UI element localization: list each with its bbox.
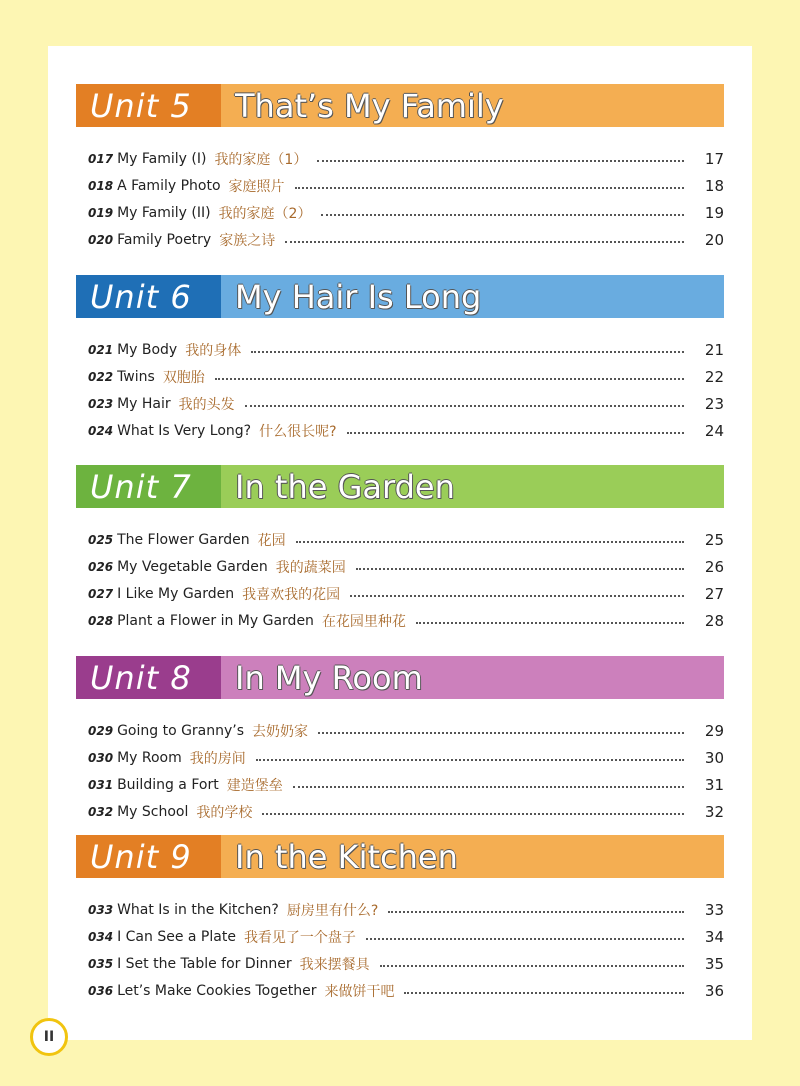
unit-label: Unit 9 bbox=[76, 835, 221, 878]
toc-entry[interactable] bbox=[76, 744, 724, 771]
leader-dots bbox=[295, 187, 684, 189]
unit-banner bbox=[76, 656, 724, 699]
entry-number: 020 bbox=[88, 232, 114, 247]
entry-page: 21 bbox=[704, 340, 724, 359]
entry-number: 026 bbox=[88, 559, 114, 574]
entry-title-zh: 我的房间 bbox=[189, 750, 246, 767]
entry-title-zh: 我的蔬菜园 bbox=[275, 559, 346, 576]
entry-title-zh: 我的家庭（2） bbox=[218, 205, 312, 222]
entry-page: 19 bbox=[704, 203, 724, 222]
leader-dots bbox=[321, 214, 684, 216]
toc-entry[interactable] bbox=[76, 607, 724, 634]
entry-number: 025 bbox=[88, 532, 114, 547]
entry-number: 019 bbox=[88, 205, 114, 220]
entry-title-en: The Flower Garden bbox=[117, 531, 250, 548]
entry-title-en: My School bbox=[117, 803, 189, 820]
toc-entry[interactable] bbox=[76, 199, 724, 226]
entry-page: 17 bbox=[704, 149, 724, 168]
entry-number: 018 bbox=[88, 178, 114, 193]
entry-number: 024 bbox=[88, 423, 114, 438]
entry-title-zh: 我的家庭（1） bbox=[214, 151, 308, 168]
leader-dots bbox=[215, 378, 684, 380]
unit-banner bbox=[76, 84, 724, 127]
unit-label: Unit 5 bbox=[76, 84, 221, 127]
unit-title: In the Garden bbox=[221, 465, 724, 508]
entry-page: 30 bbox=[704, 748, 724, 767]
entry-title-zh: 我的学校 bbox=[196, 804, 253, 821]
toc-entry[interactable] bbox=[76, 798, 724, 825]
entry-page: 25 bbox=[704, 530, 724, 549]
unit-label: Unit 8 bbox=[76, 656, 221, 699]
unit-title: In the Kitchen bbox=[221, 835, 724, 878]
leader-dots bbox=[350, 595, 684, 597]
entry-title-zh: 来做饼干吧 bbox=[324, 983, 395, 1000]
toc-entry[interactable] bbox=[76, 363, 724, 390]
entry-title-en: Let’s Make Cookies Together bbox=[117, 982, 317, 999]
unit-label: Unit 6 bbox=[76, 275, 221, 318]
entry-title-zh: 我的头发 bbox=[178, 396, 235, 413]
entry-title-zh: 我来摆餐具 bbox=[299, 956, 370, 973]
entry-title-en: Going to Granny’s bbox=[117, 722, 245, 739]
entry-title-zh: 什么很长呢? bbox=[259, 423, 337, 440]
unit-title: My Hair Is Long bbox=[221, 275, 724, 318]
entry-title-en: My Vegetable Garden bbox=[117, 558, 268, 575]
entry-title-en: A Family Photo bbox=[117, 177, 221, 194]
toc-entry[interactable] bbox=[76, 336, 724, 363]
entry-number: 023 bbox=[88, 396, 114, 411]
entry-page: 26 bbox=[704, 557, 724, 576]
leader-dots bbox=[380, 965, 684, 967]
entry-title-en: My Family (I) bbox=[117, 150, 207, 167]
toc-entry[interactable] bbox=[76, 526, 724, 553]
entry-number: 028 bbox=[88, 613, 114, 628]
entry-page: 24 bbox=[704, 421, 724, 440]
toc-entry[interactable] bbox=[76, 977, 724, 1004]
entry-title-en: Twins bbox=[117, 368, 155, 385]
entry-number: 036 bbox=[88, 983, 114, 998]
leader-dots bbox=[347, 432, 684, 434]
entry-number: 029 bbox=[88, 723, 114, 738]
entry-title-en: My Room bbox=[117, 749, 182, 766]
leader-dots bbox=[293, 786, 684, 788]
unit-banner bbox=[76, 275, 724, 318]
entry-title-zh: 在花园里种花 bbox=[321, 613, 406, 630]
unit-6-section bbox=[76, 275, 724, 444]
leader-dots bbox=[318, 732, 684, 734]
unit-8-section bbox=[76, 656, 724, 825]
entry-page: 27 bbox=[704, 584, 724, 603]
entry-title-en: I Can See a Plate bbox=[117, 928, 236, 945]
page-number-badge: II bbox=[30, 1018, 68, 1056]
entry-title-en: What Is in the Kitchen? bbox=[117, 901, 279, 918]
entry-title-zh: 家族之诗 bbox=[219, 232, 276, 249]
entry-title-en: My Family (II) bbox=[117, 204, 211, 221]
entry-page: 20 bbox=[704, 230, 724, 249]
unit-7-section bbox=[76, 465, 724, 634]
leader-dots bbox=[256, 759, 684, 761]
entry-number: 030 bbox=[88, 750, 114, 765]
entry-page: 22 bbox=[704, 367, 724, 386]
leader-dots bbox=[388, 911, 684, 913]
toc-entry[interactable] bbox=[76, 417, 724, 444]
entry-number: 017 bbox=[88, 151, 114, 166]
leader-dots bbox=[262, 813, 684, 815]
entry-number: 034 bbox=[88, 929, 114, 944]
leader-dots bbox=[245, 405, 684, 407]
entry-title-en: My Body bbox=[117, 341, 178, 358]
entry-number: 031 bbox=[88, 777, 114, 792]
entry-title-zh: 我看见了一个盘子 bbox=[243, 929, 356, 946]
entry-number: 035 bbox=[88, 956, 114, 971]
unit-banner bbox=[76, 835, 724, 878]
entry-title-zh: 花园 bbox=[257, 532, 286, 549]
toc-entry[interactable] bbox=[76, 226, 724, 253]
entry-title-zh: 家庭照片 bbox=[228, 178, 285, 195]
toc-entry[interactable] bbox=[76, 580, 724, 607]
entry-page: 32 bbox=[704, 802, 724, 821]
entry-number: 022 bbox=[88, 369, 114, 384]
unit-5-section bbox=[76, 84, 724, 253]
entry-title-en: I Set the Table for Dinner bbox=[117, 955, 292, 972]
leader-dots bbox=[251, 351, 684, 353]
entry-number: 032 bbox=[88, 804, 114, 819]
entry-page: 18 bbox=[704, 176, 724, 195]
entry-title-zh: 去奶奶家 bbox=[252, 723, 309, 740]
toc-entry[interactable] bbox=[76, 896, 724, 923]
entry-title-en: My Hair bbox=[117, 395, 171, 412]
entry-page: 33 bbox=[704, 900, 724, 919]
leader-dots bbox=[296, 541, 684, 543]
leader-dots bbox=[416, 622, 684, 624]
entry-title-en: Family Poetry bbox=[117, 231, 212, 248]
unit-9-section bbox=[76, 835, 724, 1004]
toc-entry[interactable] bbox=[76, 717, 724, 744]
toc-page bbox=[48, 46, 752, 1040]
entry-number: 021 bbox=[88, 342, 114, 357]
entry-page: 31 bbox=[704, 775, 724, 794]
toc-entry[interactable] bbox=[76, 553, 724, 580]
toc-entry[interactable] bbox=[76, 771, 724, 798]
entry-page: 34 bbox=[704, 927, 724, 946]
unit-title: In My Room bbox=[221, 656, 724, 699]
entry-title-zh: 我喜欢我的花园 bbox=[242, 586, 341, 603]
entry-title-zh: 我的身体 bbox=[185, 342, 242, 359]
entry-page: 36 bbox=[704, 981, 724, 1000]
leader-dots bbox=[356, 568, 684, 570]
unit-label: Unit 7 bbox=[76, 465, 221, 508]
entry-title-en: Building a Fort bbox=[117, 776, 219, 793]
entry-page: 29 bbox=[704, 721, 724, 740]
entry-number: 033 bbox=[88, 902, 114, 917]
entry-page: 28 bbox=[704, 611, 724, 630]
toc-entry[interactable] bbox=[76, 172, 724, 199]
entry-title-zh: 建造堡垒 bbox=[226, 777, 283, 794]
entry-title-en: Plant a Flower in My Garden bbox=[117, 612, 314, 629]
toc-entry[interactable] bbox=[76, 145, 724, 172]
leader-dots bbox=[317, 160, 684, 162]
entry-page: 23 bbox=[704, 394, 724, 413]
unit-banner bbox=[76, 465, 724, 508]
entry-number: 027 bbox=[88, 586, 114, 601]
entry-title-en: What Is Very Long? bbox=[117, 422, 252, 439]
entry-title-zh: 双胞胎 bbox=[162, 369, 205, 386]
toc-entry[interactable] bbox=[76, 923, 724, 950]
entry-title-zh: 厨房里有什么? bbox=[286, 902, 379, 919]
leader-dots bbox=[366, 938, 684, 940]
toc-entry[interactable] bbox=[76, 950, 724, 977]
entry-page: 35 bbox=[704, 954, 724, 973]
leader-dots bbox=[404, 992, 684, 994]
entry-title-en: I Like My Garden bbox=[117, 585, 235, 602]
unit-title: That’s My Family bbox=[221, 84, 724, 127]
leader-dots bbox=[285, 241, 684, 243]
toc-entry[interactable] bbox=[76, 390, 724, 417]
